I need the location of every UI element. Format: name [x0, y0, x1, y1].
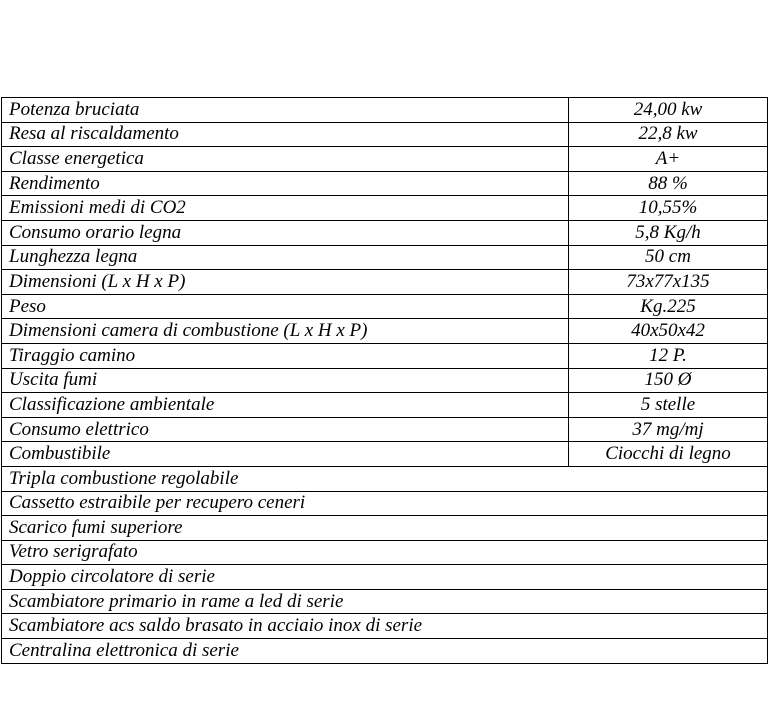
- feature-text: Scambiatore primario in rame a led di serie: [2, 589, 768, 614]
- spec-value: 12 P.: [569, 343, 768, 368]
- spec-label: Dimensioni (L x H x P): [2, 270, 569, 295]
- spec-row: [2, 196, 768, 221]
- spec-value: 22,8 kw: [569, 122, 768, 147]
- spec-row: [2, 147, 768, 172]
- spec-label: Emissioni medi di CO2: [2, 196, 569, 221]
- spec-label: Classificazione ambientale: [2, 393, 569, 418]
- feature-text: Doppio circolatore di serie: [2, 565, 768, 590]
- spec-row: [2, 245, 768, 270]
- spec-row: [2, 417, 768, 442]
- spec-label: Peso: [2, 294, 569, 319]
- feature-text: Scarico fumi superiore: [2, 516, 768, 541]
- spec-label: Potenza bruciata: [2, 98, 569, 123]
- spec-row: [2, 270, 768, 295]
- feature-text: Cassetto estraibile per recupero ceneri: [2, 491, 768, 516]
- spec-label: Classe energetica: [2, 147, 569, 172]
- feature-text: Centralina elettronica di serie: [2, 639, 768, 664]
- spec-label: Dimensioni camera di combustione (L x H x P): [2, 319, 569, 344]
- spec-value: 24,00 kw: [569, 98, 768, 123]
- spec-row: [2, 294, 768, 319]
- spec-value: 5,8 Kg/h: [569, 220, 768, 245]
- spec-row: [2, 122, 768, 147]
- spec-value: 10,55%: [569, 196, 768, 221]
- spec-value: 150 Ø: [569, 368, 768, 393]
- feature-row: [2, 540, 768, 565]
- spec-label: Tiraggio camino: [2, 343, 569, 368]
- spec-value: 50 cm: [569, 245, 768, 270]
- feature-row: [2, 516, 768, 541]
- spec-row: [2, 98, 768, 123]
- spec-value: 88 %: [569, 171, 768, 196]
- spec-label: Rendimento: [2, 171, 569, 196]
- spec-label: Consumo elettrico: [2, 417, 569, 442]
- spec-value: 40x50x42: [569, 319, 768, 344]
- spec-row: [2, 171, 768, 196]
- spec-label: Combustibile: [2, 442, 569, 467]
- spec-label: Uscita fumi: [2, 368, 569, 393]
- spec-label: Resa al riscaldamento: [2, 122, 569, 147]
- spec-row: [2, 343, 768, 368]
- feature-row: [2, 565, 768, 590]
- spec-row: [2, 393, 768, 418]
- spec-value: 73x77x135: [569, 270, 768, 295]
- feature-text: Scambiatore acs saldo brasato in acciaio inox di serie: [2, 614, 768, 639]
- spec-row: [2, 220, 768, 245]
- spec-row: [2, 368, 768, 393]
- feature-row: [2, 466, 768, 491]
- feature-row: [2, 639, 768, 664]
- feature-row: [2, 491, 768, 516]
- spec-table: [1, 97, 768, 664]
- spec-value: 5 stelle: [569, 393, 768, 418]
- spec-value: 37 mg/mj: [569, 417, 768, 442]
- feature-text: Vetro serigrafato: [2, 540, 768, 565]
- spec-value: Kg.225: [569, 294, 768, 319]
- spec-label: Consumo orario legna: [2, 220, 569, 245]
- spec-value: Ciocchi di legno: [569, 442, 768, 467]
- feature-row: [2, 589, 768, 614]
- feature-row: [2, 614, 768, 639]
- spec-row: [2, 442, 768, 467]
- feature-text: Tripla combustione regolabile: [2, 466, 768, 491]
- spec-label: Lunghezza legna: [2, 245, 569, 270]
- spec-value: A+: [569, 147, 768, 172]
- spec-row: [2, 319, 768, 344]
